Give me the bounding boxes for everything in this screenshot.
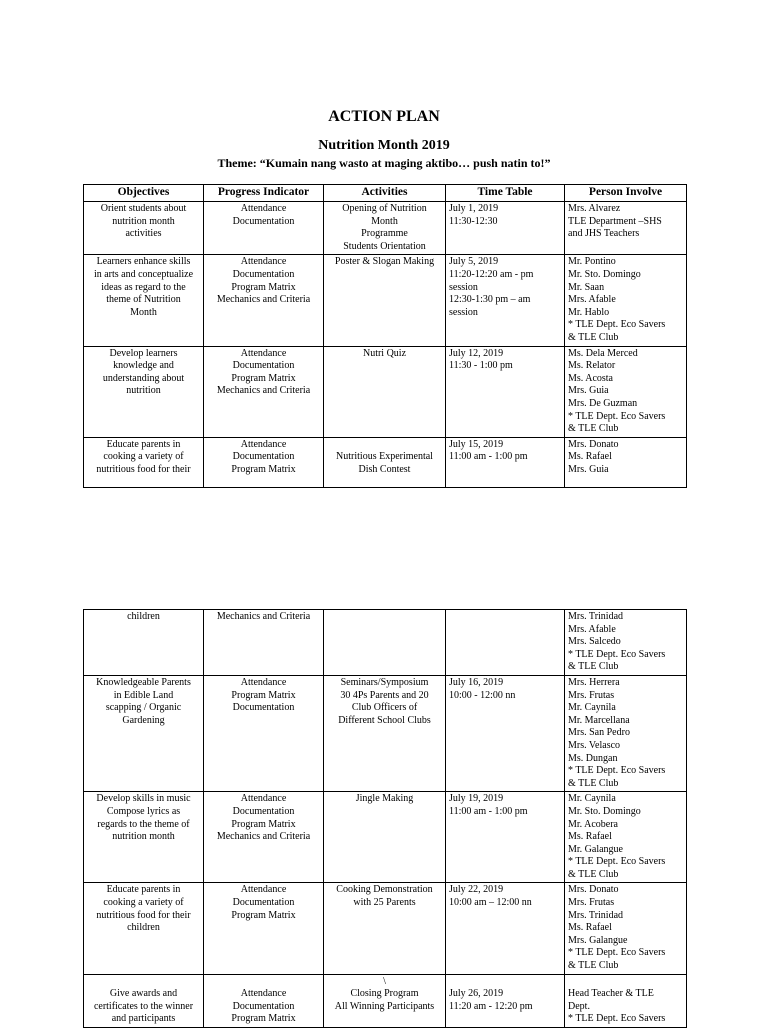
cell-line: Mrs. Guia	[568, 385, 609, 397]
objective-cell	[84, 255, 204, 346]
cell-line: July 26, 2019	[449, 988, 504, 1000]
cell-line: Attendance	[240, 438, 287, 450]
header-activities: Activities	[324, 185, 446, 202]
cell-line: July 5, 2019	[449, 256, 499, 268]
cell-line: 11:00 am - 1:00 pm	[449, 451, 528, 463]
cell-line: Mr. Pontino	[568, 256, 616, 268]
cell-line: Ms. Relator	[568, 360, 616, 372]
cell-line: Opening of Nutrition	[342, 203, 427, 214]
cell-line: Poster & Slogan Making	[334, 256, 435, 268]
cell-line: Cooking Demonstration	[336, 884, 433, 896]
cell-line: 10:00 am – 12:00 nn	[449, 897, 532, 909]
cell-line: Documentation	[232, 268, 295, 280]
cell-line: knowledge and	[113, 360, 174, 372]
cell-line: Develop learners	[109, 347, 178, 359]
cell-line: activities	[125, 228, 162, 240]
cell-line: Documentation	[232, 215, 295, 227]
persons-cell	[565, 974, 687, 1027]
cell-line: & TLE Club	[568, 777, 619, 789]
persons-cell	[565, 610, 687, 676]
cell-line: Mr. Saan	[568, 281, 605, 293]
indicator-cell	[204, 675, 324, 791]
indicator-cell	[204, 255, 324, 346]
time-cell	[446, 883, 565, 974]
cell-line: Closing Program	[350, 988, 419, 1000]
cell-line: July 19, 2019	[449, 793, 504, 805]
cell-line: 11:00 am - 1:00 pm	[449, 805, 528, 817]
theme-line: Theme: “Kumain nang wasto at maging aktibo… push natin to!”	[217, 156, 551, 170]
cell-line: 30 4Ps Parents and 20	[340, 689, 429, 701]
cell-line: * TLE Dept. Eco Savers	[568, 410, 666, 422]
activity-cell	[324, 974, 446, 1027]
cell-line: Mechanics and Criteria	[216, 831, 311, 843]
cell-line: Attendance	[240, 988, 287, 1000]
activity-cell	[324, 346, 446, 437]
cell-line: Attendance	[240, 676, 287, 688]
cell-line: Program Matrix	[231, 372, 296, 384]
cell-line: Documentation	[232, 360, 295, 372]
table-row	[84, 346, 687, 437]
cell-line: July 22, 2019	[449, 884, 504, 896]
cell-line: * TLE Dept. Eco Savers	[568, 319, 666, 331]
cell-line: All Winning Participants	[334, 1000, 435, 1012]
cell-line: Mr. Acobera	[568, 818, 618, 830]
indicator-cell	[204, 202, 324, 255]
persons-cell	[565, 346, 687, 437]
cell-line: * TLE Dept. Eco Savers	[568, 856, 666, 868]
objective-cell	[84, 675, 204, 791]
activity-cell	[324, 437, 446, 487]
cell-line: Mechanics and Criteria	[216, 385, 311, 397]
cell-line: * TLE Dept. Eco Savers	[568, 947, 666, 959]
persons-cell	[565, 675, 687, 791]
cell-line: 10:00 - 12:00 nn	[449, 689, 516, 701]
cell-line: Dish Contest	[358, 463, 411, 475]
cell-line: * TLE Dept. Eco Savers	[568, 765, 666, 777]
cell-line: Mrs. Herrera	[568, 676, 620, 688]
cell-line: Mr. Marcellana	[568, 714, 630, 726]
activity-cell	[324, 675, 446, 791]
cell-line	[449, 976, 561, 989]
cell-line: Head Teacher & TLE	[568, 988, 654, 1000]
cell-line: cooking a variety of	[103, 897, 184, 909]
cell-line: Nutritious Experimental	[336, 451, 433, 463]
cell-line: Educate parents in	[106, 438, 181, 450]
cell-line: in Edible Land	[113, 689, 174, 701]
cell-line: with 25 Parents	[353, 897, 416, 909]
cell-line: Program Matrix	[231, 1013, 296, 1025]
cell-line: 11:30 - 1:00 pm	[449, 360, 513, 372]
cell-line	[568, 976, 683, 989]
time-cell	[446, 255, 565, 346]
cell-line: theme of Nutrition	[106, 294, 181, 306]
cell-line: Give awards and	[109, 988, 178, 1000]
objective-cell	[84, 792, 204, 883]
cell-line: Programme	[361, 228, 408, 240]
cell-line: 11:20 am - 12:20 pm	[449, 1000, 533, 1012]
table-row	[84, 437, 687, 487]
cell-line: Ms. Rafael	[568, 831, 612, 843]
cell-line: scapping / Organic	[105, 702, 182, 714]
cell-line: Mrs. Alvarez	[568, 203, 621, 214]
cell-line: session	[449, 306, 478, 318]
header-objectives: Objectives	[84, 185, 204, 202]
cell-line: certificates to the winner	[93, 1000, 194, 1012]
cell-line	[207, 976, 320, 989]
cell-line: Program Matrix	[231, 689, 296, 701]
activity-cell	[324, 255, 446, 346]
cell-line: Mrs. Afable	[568, 294, 616, 306]
cell-line: Gardening	[122, 714, 165, 726]
activity-cell	[324, 202, 446, 255]
objective-cell	[84, 883, 204, 974]
indicator-cell	[204, 437, 324, 487]
cell-line: and participants	[111, 1013, 176, 1025]
objective-cell	[84, 346, 204, 437]
cell-line: TLE Department –SHS	[568, 215, 662, 227]
persons-cell	[565, 792, 687, 883]
cell-line: & TLE Club	[568, 423, 619, 435]
persons-cell	[565, 202, 687, 255]
cell-line: Mechanics and Criteria	[216, 611, 311, 622]
cell-line: Documentation	[232, 1000, 295, 1012]
cell-line: Ms. Acosta	[568, 372, 613, 384]
table-header-row	[84, 185, 687, 202]
objective-cell	[84, 610, 204, 676]
cell-line: Knowledgeable Parents	[96, 676, 191, 688]
cell-line: Attendance	[240, 256, 287, 268]
page-subtitle: Nutrition Month 2019	[318, 138, 450, 153]
cell-line: Mr. Caynila	[568, 702, 616, 714]
time-cell	[446, 346, 565, 437]
cell-line: Ms. Rafael	[568, 922, 612, 934]
cell-line: Mrs. Guia	[568, 463, 609, 475]
cell-line: Documentation	[232, 897, 295, 909]
table-row	[84, 675, 687, 791]
cell-line: 11:20-12:20 am - pm	[449, 268, 534, 280]
cell-line: nutrition month	[112, 215, 175, 227]
cell-line: Mr. Galangue	[568, 843, 623, 855]
cell-line: Educate parents in	[106, 884, 181, 896]
indicator-cell	[204, 610, 324, 676]
cell-line: & TLE Club	[568, 960, 619, 972]
cell-line: Month	[371, 215, 398, 227]
persons-cell	[565, 255, 687, 346]
cell-line: Attendance	[240, 884, 287, 896]
time-cell	[446, 974, 565, 1027]
cell-line: Jingle Making	[355, 793, 414, 805]
cell-line: Develop skills in music	[96, 793, 191, 805]
cell-line: session	[449, 281, 478, 293]
cell-line: Documentation	[232, 451, 295, 463]
cell-line: Different School Clubs	[338, 714, 431, 726]
cell-line: Mechanics and Criteria	[216, 294, 311, 306]
cell-line: Program Matrix	[231, 463, 296, 475]
table-row	[84, 202, 687, 255]
time-cell	[446, 792, 565, 883]
cell-line: Compose lyrics as	[106, 805, 181, 817]
cell-line: children	[127, 922, 160, 934]
cell-line: Students Orientation	[343, 240, 426, 252]
header-time-table: Time Table	[446, 185, 565, 202]
objective-cell	[84, 974, 204, 1027]
indicator-cell	[204, 974, 324, 1027]
cell-line: July 1, 2019	[449, 203, 499, 214]
cell-line: 11:30-12:30	[449, 215, 498, 227]
table-row	[84, 792, 687, 883]
header-progress-indicator: Progress Indicator	[204, 185, 324, 202]
cell-line	[87, 976, 200, 989]
cell-line: Learners enhance skills	[96, 256, 191, 268]
indicator-cell	[204, 883, 324, 974]
activity-cell	[324, 883, 446, 974]
cell-line: Documentation	[232, 805, 295, 817]
cell-line: Mrs. Trinidad	[568, 909, 624, 921]
cell-line: & TLE Club	[568, 331, 619, 343]
cell-line: Orient students about	[100, 203, 187, 214]
cell-line: Mrs. San Pedro	[568, 727, 630, 739]
cell-line: nutrition	[126, 385, 161, 397]
indicator-cell	[204, 792, 324, 883]
cell-line: understanding about	[102, 372, 185, 384]
cell-line: Mrs. Frutas	[568, 897, 615, 909]
cell-line: Program Matrix	[231, 909, 296, 921]
cell-line: Nutri Quiz	[362, 347, 407, 359]
time-cell	[446, 675, 565, 791]
cell-line: nutritious food for their	[96, 909, 191, 921]
cell-line: ideas as regard to the	[101, 281, 186, 293]
cell-line: children	[127, 611, 160, 622]
cell-line: regards to the theme of	[97, 818, 190, 830]
objective-cell	[84, 202, 204, 255]
time-cell	[446, 437, 565, 487]
indicator-cell	[204, 346, 324, 437]
action-plan-table-page2	[83, 609, 687, 1028]
persons-cell	[565, 437, 687, 487]
cell-line: Mrs. Velasco	[568, 739, 621, 751]
persons-cell	[565, 883, 687, 974]
cell-line: nutritious food for their	[96, 463, 191, 475]
action-plan-table-page1	[83, 184, 687, 488]
cell-line: & TLE Club	[568, 661, 619, 673]
cell-line: and JHS Teachers	[568, 228, 640, 240]
cell-line: Mrs. Donato	[568, 884, 619, 896]
cell-line: Documentation	[232, 702, 295, 714]
header-person-involve: Person Involve	[565, 185, 687, 202]
page-title: ACTION PLAN	[328, 108, 440, 125]
cell-line: in arts and conceptualize	[93, 268, 194, 280]
cell-line: Club Officers of	[351, 702, 418, 714]
cell-line: Mrs. Trinidad	[568, 611, 624, 622]
cell-line: Ms. Dela Merced	[568, 347, 638, 359]
cell-line	[327, 439, 442, 452]
cell-line: nutrition month	[112, 831, 175, 843]
table-row	[84, 883, 687, 974]
time-cell	[446, 610, 565, 676]
cell-line: Month	[130, 306, 157, 318]
activity-cell	[324, 610, 446, 676]
cell-line: Mr. Hablo	[568, 306, 610, 318]
objective-cell	[84, 437, 204, 487]
cell-line: Mrs. Frutas	[568, 689, 615, 701]
cell-line: * TLE Dept. Eco Savers	[568, 1013, 666, 1025]
cell-line: cooking a variety of	[103, 451, 184, 463]
cell-line: July 15, 2019	[449, 438, 504, 450]
cell-line: Mr. Sto. Domingo	[568, 805, 641, 817]
table-row	[84, 255, 687, 346]
cell-line: Attendance	[240, 203, 287, 214]
cell-line: Mrs. Donato	[568, 438, 619, 450]
time-cell	[446, 202, 565, 255]
cell-line: Mr. Caynila	[568, 793, 616, 805]
cell-line: Ms. Rafael	[568, 451, 612, 463]
cell-line: Dept.	[568, 1000, 590, 1012]
cell-line: Program Matrix	[231, 281, 296, 293]
cell-line: Mrs. De Guzman	[568, 397, 638, 409]
cell-line: Attendance	[240, 347, 287, 359]
cell-line: Ms. Dungan	[568, 752, 618, 764]
cell-line: Attendance	[240, 793, 287, 805]
table-row	[84, 974, 687, 1027]
cell-line: Mrs. Galangue	[568, 934, 628, 946]
cell-line: & TLE Club	[568, 868, 619, 880]
cell-line: Mr. Sto. Domingo	[568, 268, 641, 280]
cell-line: Program Matrix	[231, 818, 296, 830]
table-row	[84, 610, 687, 676]
cell-line: \	[383, 975, 386, 987]
cell-line: Mrs. Salcedo	[568, 636, 621, 648]
cell-line: July 12, 2019	[449, 347, 504, 359]
cell-line: * TLE Dept. Eco Savers	[568, 648, 666, 660]
cell-line: Seminars/Symposium	[340, 676, 429, 688]
cell-line: July 16, 2019	[449, 676, 504, 688]
cell-line: 12:30-1:30 pm – am	[449, 294, 531, 306]
activity-cell	[324, 792, 446, 883]
cell-line: Mrs. Afable	[568, 623, 616, 635]
